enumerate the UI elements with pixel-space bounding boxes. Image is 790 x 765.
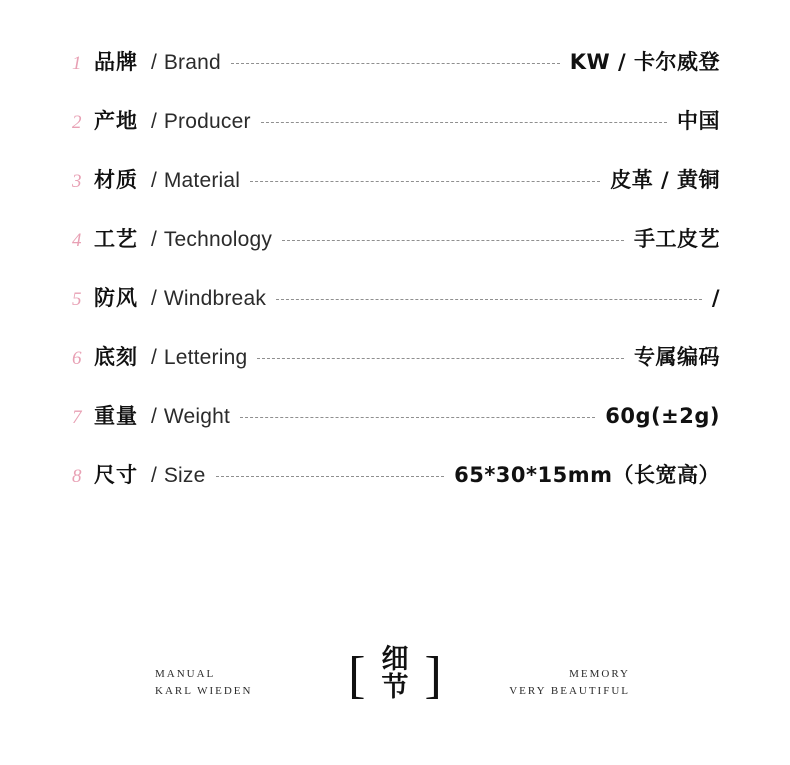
- spec-value: 专属编码: [634, 345, 720, 369]
- spec-index: 8: [72, 466, 82, 487]
- spec-row: [72, 223, 720, 282]
- spec-row: [72, 46, 720, 105]
- footer-right-line-2: VERY BEAUTIFUL: [509, 684, 630, 697]
- dotted-leader: [216, 475, 445, 477]
- spec-row: [72, 105, 720, 164]
- spec-label-cn: 工艺: [94, 227, 138, 251]
- spec-label-en: Size: [163, 464, 206, 487]
- spec-value: 皮革 / 黄铜: [610, 168, 720, 192]
- spec-label-cn: 材质: [94, 168, 138, 192]
- dotted-leader: [276, 298, 702, 300]
- spec-label-en: Material: [163, 169, 241, 192]
- footer-center-text: [372, 646, 419, 703]
- spec-index: 5: [72, 289, 82, 310]
- spec-value: 手工皮艺: [634, 227, 720, 251]
- footer-center-emblem: [342, 646, 448, 703]
- spec-label-en: Producer: [163, 110, 251, 133]
- spec-value: KW / 卡尔威登: [569, 50, 720, 74]
- footer-left-line-1: MANUAL: [155, 668, 216, 680]
- spec-row: [72, 341, 720, 400]
- dotted-leader: [231, 62, 560, 64]
- spec-label-cn: 防风: [94, 286, 138, 310]
- spec-separator: /: [151, 51, 157, 74]
- bracket-left: [: [348, 647, 366, 705]
- spec-row: [72, 400, 720, 459]
- spec-value: 65*30*15mm（长宽高）: [454, 463, 720, 487]
- spec-separator: /: [151, 110, 157, 133]
- spec-index: 4: [72, 230, 82, 251]
- dotted-leader: [257, 357, 624, 359]
- footer-left-text: [155, 666, 252, 699]
- footer-center-line-2: 节: [381, 672, 409, 704]
- spec-separator: /: [151, 287, 157, 310]
- dotted-leader: [261, 121, 667, 123]
- spec-list: [72, 46, 720, 518]
- spec-index: 3: [72, 171, 82, 192]
- spec-label-en: Windbreak: [163, 287, 267, 310]
- spec-label-cn: 产地: [94, 109, 138, 133]
- spec-value: 中国: [677, 109, 720, 133]
- dotted-leader: [250, 180, 600, 182]
- spec-label-en: Technology: [163, 228, 273, 251]
- footer: [0, 640, 790, 730]
- spec-row: [72, 282, 720, 341]
- spec-index: 7: [72, 407, 82, 428]
- spec-label-cn: 重量: [94, 404, 138, 428]
- spec-index: 6: [72, 348, 82, 369]
- spec-separator: /: [151, 405, 157, 428]
- spec-label-cn: 底刻: [94, 345, 138, 369]
- spec-separator: /: [151, 228, 157, 251]
- spec-separator: /: [151, 464, 157, 487]
- spec-value: 60g(±2g): [605, 404, 720, 428]
- spec-label-en: Brand: [163, 51, 221, 74]
- spec-value: /: [711, 286, 720, 310]
- footer-center-line-1: 细: [381, 644, 409, 675]
- footer-right-text: [509, 666, 630, 699]
- dotted-leader: [282, 239, 624, 241]
- spec-label-en: Weight: [163, 405, 231, 428]
- spec-separator: /: [151, 346, 157, 369]
- spec-index: 2: [72, 112, 82, 133]
- spec-separator: /: [151, 169, 157, 192]
- spec-index: 1: [72, 53, 82, 74]
- spec-row: [72, 459, 720, 518]
- spec-row: [72, 164, 720, 223]
- footer-left-line-2: KARL WIEDEN: [155, 684, 253, 697]
- spec-label-cn: 品牌: [94, 50, 138, 74]
- bracket-right: ]: [424, 647, 442, 705]
- footer-right-line-1: MEMORY: [569, 668, 630, 680]
- spec-label-en: Lettering: [163, 346, 248, 369]
- dotted-leader: [240, 416, 595, 418]
- spec-label-cn: 尺寸: [94, 463, 138, 487]
